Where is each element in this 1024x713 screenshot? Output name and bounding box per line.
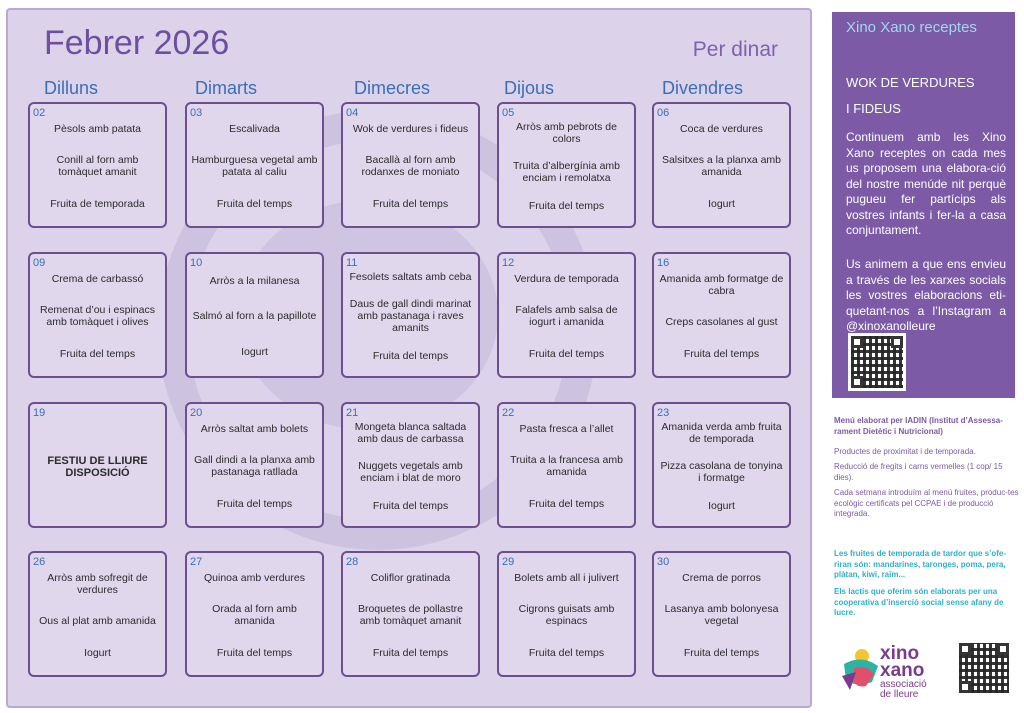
- dish-item: Crema de porros: [682, 571, 761, 584]
- info-line-2: Reducció de fregits i carns vermelles (1 cop/ 15 dies).: [834, 462, 1003, 482]
- dish-item: Fruita del temps: [59, 348, 136, 361]
- dish-item: Fesolets saltats amb ceba: [349, 270, 472, 283]
- dish-item: Creps casolanes al gust: [665, 316, 778, 329]
- dish-item: Coca de verdures: [680, 122, 763, 135]
- day-number: 29: [502, 556, 515, 568]
- day-number: 30: [657, 556, 670, 568]
- dish-item: Quinoa amb verdures: [204, 571, 305, 584]
- dish-item: Arròs amb sofregit de verdures: [47, 571, 148, 596]
- day-cell: [652, 551, 791, 677]
- day-number: 11: [346, 257, 358, 269]
- dish-item: Bolets amb all i julivert: [514, 571, 619, 584]
- dish-item: Pasta fresca a l’allet: [519, 422, 614, 435]
- qr-corner: [959, 681, 971, 693]
- info-elaborated: Menú elaborat per IADIN (Institut d’Assessa-rament Dietètic i Nutricional): [834, 416, 1003, 436]
- logo-subtitle: [880, 680, 927, 700]
- dish-list: [658, 413, 785, 520]
- qr-corner: [997, 643, 1009, 655]
- day-number: 04: [346, 107, 359, 119]
- day-cell: [497, 252, 636, 378]
- dish-item: Fruita del temps: [683, 647, 760, 660]
- dish-item: Fruita del temps: [372, 350, 449, 363]
- day-cell: [341, 252, 480, 378]
- day-cell: [28, 551, 167, 677]
- dish-item: Fruita del temps: [683, 348, 760, 361]
- day-number: 28: [346, 556, 359, 568]
- day-header-dimecres: Dimecres: [354, 78, 431, 98]
- instagram-qr-code[interactable]: [848, 333, 906, 391]
- xino-xano-logo-icon: [836, 642, 884, 692]
- dish-item: Broquetes de pollastre amb tomàquet amanit: [357, 603, 464, 628]
- day-cell: [497, 551, 636, 677]
- info-line-1: Productes de proximitat i de temporada.: [834, 447, 976, 456]
- day-cell: [185, 551, 324, 677]
- dish-item: Lasanya amb bolonyesa vegetal: [664, 603, 779, 628]
- meal-subtitle: Per dinar: [692, 38, 778, 61]
- dish-list: [347, 413, 474, 520]
- day-header-dilluns: Dilluns: [44, 78, 99, 98]
- website-qr-code[interactable]: [956, 640, 1012, 696]
- dish-list: [191, 263, 318, 370]
- qr-corner: [851, 336, 863, 348]
- dish-item: Fruita del temps: [528, 647, 605, 660]
- dish-list: [658, 113, 785, 220]
- dish-item: Crema de carbassó: [51, 272, 144, 285]
- dish-item: Fruita del temps: [216, 198, 293, 211]
- dish-list: [503, 113, 630, 220]
- day-number: 10: [190, 257, 203, 269]
- day-cell: [185, 102, 324, 228]
- day-header-dimarts: Dimarts: [195, 78, 257, 98]
- day-number: 20: [190, 407, 203, 419]
- day-number: 23: [657, 407, 670, 419]
- day-cell: [497, 402, 636, 528]
- info-line-3: Cada setmana introduïm al menú fruites, produc-tes ecològic certificats pel CCPAE i de producció integrada.: [834, 488, 1019, 518]
- dish-list: [347, 113, 474, 220]
- dish-item: Fruita del temps: [372, 647, 449, 660]
- day-number: 26: [33, 556, 46, 568]
- logo-wordmark: [880, 645, 924, 679]
- dish-item: Fruita del temps: [528, 498, 605, 511]
- dish-item: Iogurt: [84, 647, 111, 660]
- dish-item: Amanida verda amb fruita de temporada: [661, 420, 782, 445]
- dish-list: [347, 562, 474, 669]
- dish-item: Arròs saltat amb bolets: [200, 422, 309, 435]
- day-number: 05: [502, 107, 515, 119]
- dish-item: Escalivada: [229, 122, 280, 135]
- logo-word-2: xano: [880, 660, 925, 681]
- qr-corner: [959, 643, 971, 655]
- dish-item: Conill al forn amb tomàquet amanit: [56, 154, 139, 179]
- day-cell: [185, 402, 324, 528]
- dish-item: Remenat d’ou i espinacs amb tomàquet i olives: [40, 304, 155, 329]
- recipe-title-line-2: I FIDEUS: [846, 101, 901, 116]
- qr-pattern: [959, 643, 1009, 693]
- dish-list: [503, 562, 630, 669]
- qr-corner: [851, 376, 863, 388]
- dish-item: Coliflor gratinada: [370, 571, 451, 584]
- day-cell: [28, 402, 167, 528]
- dish-item: Mongeta blanca saltada amb daus de carbassa: [354, 420, 467, 445]
- dish-item: Nuggets vegetals amb enciam i blat de moro: [358, 460, 463, 485]
- dish-item: Cigrons guisats amb espinacs: [518, 603, 615, 628]
- dish-list: [34, 562, 161, 669]
- day-header-divendres: Divendres: [662, 78, 744, 98]
- dish-list: [191, 113, 318, 220]
- info-fruits: Les fruites de temporada de tardor que s’ofe-riran són: mandarines, taronges, poma, pera, plàtan, kiwi, raïm...: [834, 549, 1007, 579]
- dish-list: [503, 413, 630, 520]
- dish-item: Hamburguesa vegetal amb patata al caliu: [191, 154, 318, 179]
- dish-list: [347, 263, 474, 370]
- dish-list: [34, 413, 161, 520]
- qr-corner: [891, 336, 903, 348]
- day-cell: [28, 252, 167, 378]
- day-number: 16: [657, 257, 670, 269]
- dish-list: [191, 562, 318, 669]
- dish-list: [34, 113, 161, 220]
- day-number: 19: [33, 407, 46, 419]
- day-number: 21: [346, 407, 359, 419]
- dish-item: Amanida amb formatge de cabra: [659, 272, 784, 297]
- day-cell: [185, 252, 324, 378]
- info-dairy: Els lactis que oferim són elaborats per una cooperativa d’inserció social sense afany de lucre.: [834, 587, 1004, 617]
- dish-list: [503, 263, 630, 370]
- dish-item: Truita a la francesa amb amanida: [510, 454, 623, 479]
- dish-item: Fruita de temporada: [50, 198, 145, 211]
- recipe-paragraph-2: Us animem a que ens envieu a través de les xarxes socials les vostres elaboracions eti-quetant-nos a l’Instagram a @xinoxanolleure: [846, 257, 1006, 333]
- day-cell: [652, 252, 791, 378]
- recipe-title-line-1: WOK DE VERDURES: [846, 75, 975, 90]
- dish-item: Falafels amb salsa de iogurt i amanida: [515, 304, 618, 329]
- day-number: 03: [190, 107, 203, 119]
- dish-list: [658, 263, 785, 370]
- logo-word-1: xino: [880, 643, 920, 664]
- dish-item: Pizza casolana de tonyina i formatge: [660, 460, 783, 485]
- qr-pattern: [851, 336, 903, 388]
- day-cell: [341, 402, 480, 528]
- day-number: 09: [33, 257, 46, 269]
- dish-item: Iogurt: [708, 198, 735, 211]
- dish-item: Wok de verdures i fideus: [352, 122, 469, 135]
- dish-item: Fruita del temps: [216, 647, 293, 660]
- dish-item: Truita d’albergínia amb enciam i remolatxa: [513, 160, 620, 185]
- menu-sheet: [6, 8, 812, 708]
- dish-item: Pèsols amb patata: [54, 122, 141, 135]
- dish-item: Verdura de temporada: [514, 272, 619, 285]
- logo-sub-1: associació: [880, 679, 927, 690]
- dish-item: Fruita del temps: [216, 498, 293, 511]
- dish-item: Fruita del temps: [528, 200, 605, 213]
- day-cell: [341, 102, 480, 228]
- recipe-title: [846, 70, 1006, 122]
- page-title: Febrer 2026: [44, 24, 230, 62]
- dish-item: Ous al plat amb amanida: [39, 615, 156, 628]
- day-cell: [28, 102, 167, 228]
- day-cell: [341, 551, 480, 677]
- logo-sub-2: de lleure: [880, 689, 919, 700]
- dish-list: [191, 413, 318, 520]
- holiday-label: FESTIU DE LLIURE DISPOSICIÓ: [47, 454, 148, 479]
- day-number: 12: [502, 257, 515, 269]
- dish-item: Fruita del temps: [372, 198, 449, 211]
- dish-list: [34, 263, 161, 370]
- day-cell: [652, 402, 791, 528]
- dish-list: [658, 562, 785, 669]
- dish-item: Salmó al forn a la papillote: [192, 310, 317, 323]
- dish-item: Fruita del temps: [528, 348, 605, 361]
- dish-item: Iogurt: [708, 500, 735, 513]
- day-cell: [652, 102, 791, 228]
- day-number: 22: [502, 407, 515, 419]
- dish-item: Gall dindi a la planxa amb pastanaga ratllada: [194, 454, 315, 479]
- dish-item: Daus de gall dindi marinat amb pastanaga i raves amanits: [349, 298, 472, 335]
- dish-item: Orada al forn amb amanida: [212, 603, 297, 628]
- dish-item: Salsitxes a la planxa amb amanida: [661, 154, 782, 179]
- day-header-dijous: Dijous: [504, 78, 555, 98]
- dish-item: Bacallà al forn amb rodanxes de moniato: [361, 154, 460, 179]
- dish-item: Arròs amb pebrots de colors: [516, 120, 617, 145]
- recipe-brand: Xino Xano receptes: [846, 19, 977, 36]
- day-number: 06: [657, 107, 670, 119]
- day-number: 27: [190, 556, 203, 568]
- day-cell: [497, 102, 636, 228]
- day-number: 02: [33, 107, 46, 119]
- dish-item: Iogurt: [241, 346, 268, 359]
- recipe-paragraph-1: Continuem amb les Xino Xano receptes on cada mes us proposem una elabora-ció del nostre menúde nit perquè pugueu fer partícips als vostres infants i fer-la a casa conjuntament.: [846, 130, 1006, 237]
- dish-item: Arròs a la milanesa: [209, 274, 300, 287]
- dish-item: Fruita del temps: [372, 500, 449, 513]
